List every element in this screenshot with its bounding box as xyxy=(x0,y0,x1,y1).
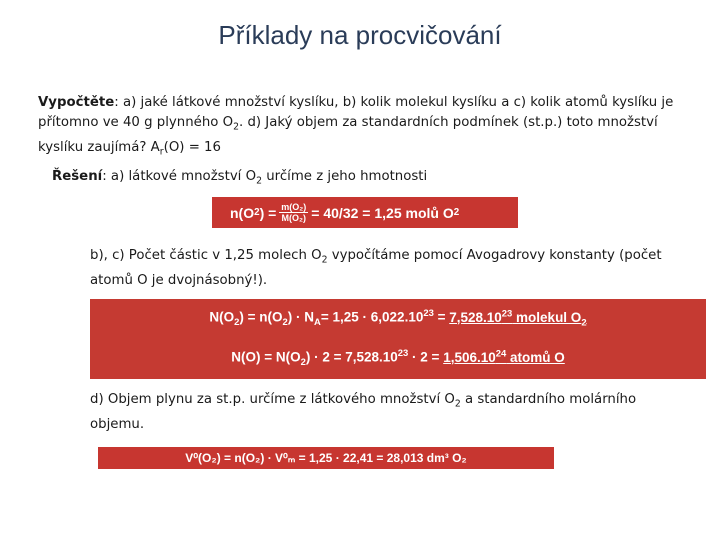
mass-fraction: $\frac{\text{m(O₂)}}{\text{M(O₂)}}$ xyxy=(281,202,307,223)
formula-moles: n(O 2 ) = $\frac{\text{m(O₂)}}{\text{M(O₂)}}$ = 40/32 = 1,25 molů O 2 xyxy=(212,197,518,228)
part-d-paragraph: d) Objem plynu za st.p. určíme z látkového množství $O_2$ a standardního molárního objemu. xyxy=(90,392,637,432)
formula-volume: V⁰(O₂) = n(O₂) · V⁰ₘ = 1,25 · 22,41 = 28,013 dm³ O₂ xyxy=(98,447,554,469)
part-bc-paragraph: b), c) Počet částic v 1,25 molech $O_2$ vypočítáme pomocí Avogadrovy konstanty (počet atomů O je dvojnásobný!). xyxy=(90,248,662,288)
atoms-result: 1,506.10$^{24}$ atomů O xyxy=(443,348,565,365)
slide-title: Příklady na procvičování xyxy=(218,20,502,50)
task-paragraph: Vypočtěte: a) jaké látkové množství kyslíku, b) kolik molekul kyslíku a c) kolik atomů kyslíku je přítomno ve 40 g plynného $O_2$. d) Jaký objem za standardních podmínek (st.p.) toto množství kyslíku zaujímá? $A_r(O) = 16$ xyxy=(38,95,674,158)
formula-atoms: $N(O) = N(O_2) \cdot 2 = 7,528.10^{23} \cdot 2 = 1,506.10^{24}$ atomů O xyxy=(231,348,565,369)
task-lead: Vypočtěte xyxy=(38,95,115,110)
solution-lead: Řešení xyxy=(52,169,103,184)
molecules-result: 7,528.10$^{23}$ molekul $O_2$ xyxy=(449,308,587,329)
solution-paragraph: Řešení: a) látkové množství $O_2$ určíme z jeho hmotnosti xyxy=(52,169,428,187)
formula-molecules: $N(O_2) = n(O_2) \cdot N_A= 1,25 \cdot 6,022.10^{23} = 7,528.10^{23}$ molekul $O_2$ xyxy=(209,308,587,329)
formula-particles-box xyxy=(90,299,706,379)
